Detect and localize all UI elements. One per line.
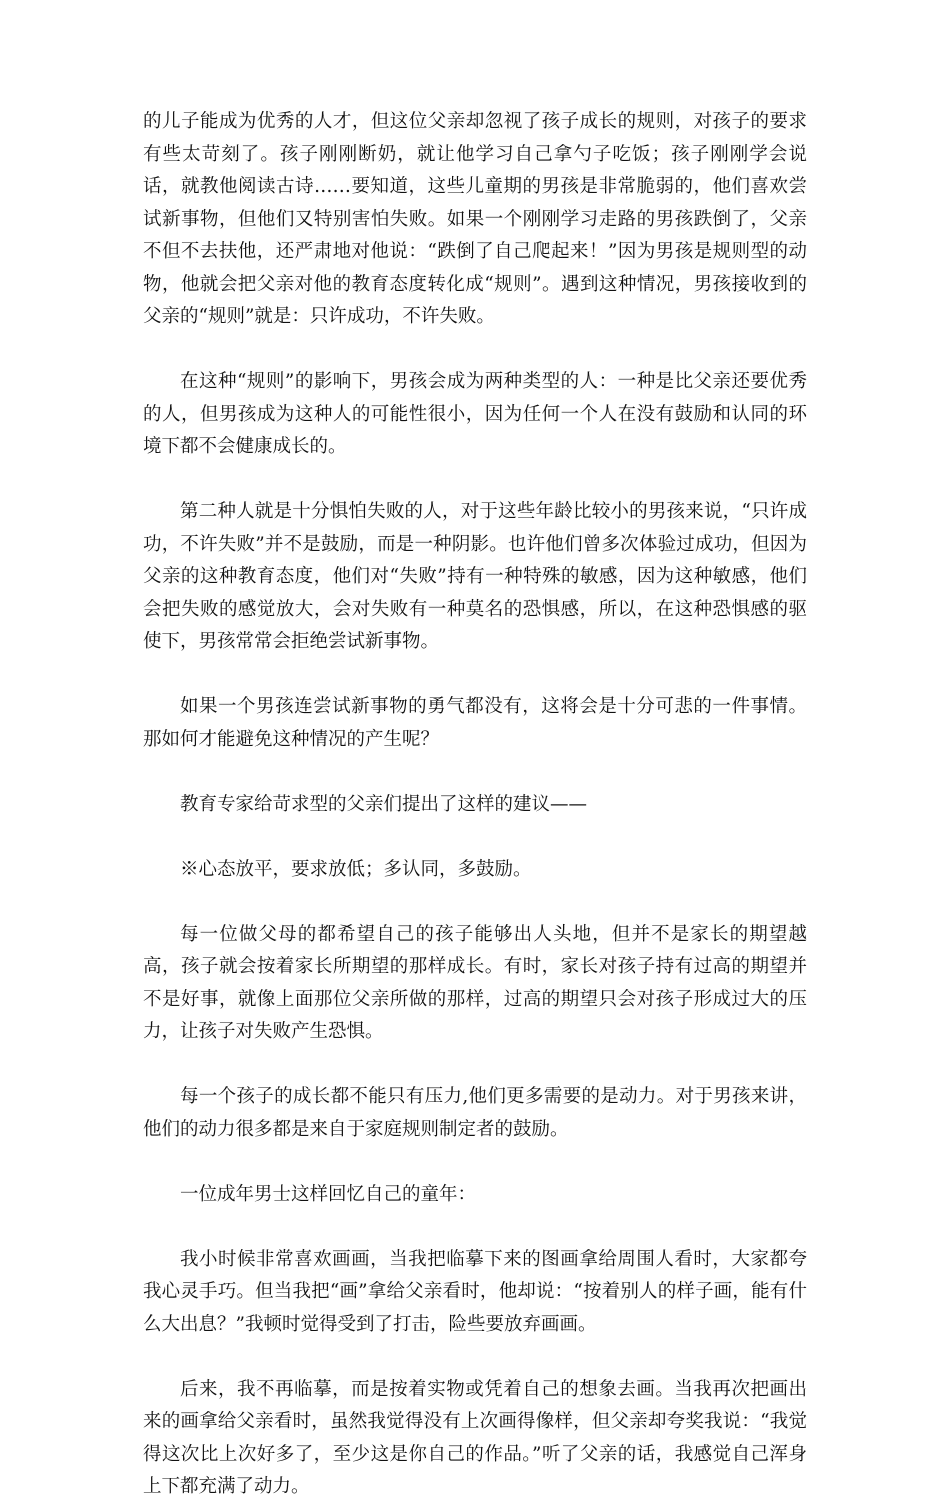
paragraph: 教育专家给苛求型的父亲们提出了这样的建议—— [180, 793, 588, 815]
paragraph: 每一个孩子的成长都不能只有压力,他们更多需要的是动力。对于男孩来讲，他们的动力很多都是来自于家庭规则制定者的鼓励。 [143, 1086, 807, 1140]
paragraph: 如果一个男孩连尝试新事物的勇气都没有，这将会是十分可悲的一件事情。那如何才能避免这种情况的产生呢？ [143, 696, 807, 750]
paragraph: 第二种人就是十分惧怕失败的人，对于这些年龄比较小的男孩来说，“只许成功，不许失败”并不是鼓励，而是一种阴影。也许他们曾多次体验过成功，但因为父亲的这种教育态度，他们对“失败”持有一种特殊的敏感，因为这种敏感，他们会把失败的感觉放大，会对失败有一种莫名的恐惧感，所以，在这种恐惧感的驱使下，男孩常常会拒绝尝试新事物。 [143, 501, 807, 652]
quote-paragraph: 后来，我不再临摹，而是按着实物或凭着自己的想象去画。当我再次把画出来的画拿给父亲看时，虽然我觉得没有上次画得像样，但父亲却夸奖我说：“我觉得这次比上次好多了，至少这是你自己的作品。”听了父亲的话，我感觉自己浑身上下都充满了动力。 [143, 1378, 807, 1497]
document-body [143, 106, 807, 1504]
paragraph-continued: 的儿子能成为优秀的人才，但这位父亲却忽视了孩子成长的规则，对孩子的要求有些太苛刻了。孩子刚刚断奶，就让他学习自己拿勺子吃饭；孩子刚刚学会说话，就教他阅读古诗……要知道，这些儿童期的男孩是非常脆弱的，他们喜欢尝试新事物，但他们又特别害怕失败。如果一个刚刚学习走路的男孩跌倒了，父亲不但不去扶他，还严肃地对他说：“跌倒了自己爬起来！”因为男孩是规则型的动物，他就会把父亲对他的教育态度转化成“规则”。遇到这种情况，男孩接收到的父亲的“规则”就是：只许成功，不许失败。 [143, 111, 807, 327]
advice-line: ※心态放平，要求放低；多认同，多鼓励。 [180, 858, 532, 880]
paragraph: 每一位做父母的都希望自己的孩子能够出人头地，但并不是家长的期望越高，孩子就会按着家长所期望的那样成长。有时，家长对孩子持有过高的期望并不是好事，就像上面那位父亲所做的那样，过高的期望只会对孩子形成过大的压力，让孩子对失败产生恐惧。 [143, 923, 807, 1042]
paragraph: 一位成年男士这样回忆自己的童年： [180, 1183, 477, 1205]
quote-paragraph: 我小时候非常喜欢画画，当我把临摹下来的图画拿给周围人看时，大家都夸我心灵手巧。但当我把“画”拿给父亲看时，他却说：“按着别人的样子画，能有什么大出息？”我顿时觉得受到了打击，险些要放弃画画。 [143, 1248, 807, 1335]
paragraph: 在这种“规则”的影响下，男孩会成为两种类型的人：一种是比父亲还要优秀的人，但男孩成为这种人的可能性很小，因为任何一个人在没有鼓励和认同的环境下都不会健康成长的。 [143, 371, 807, 457]
